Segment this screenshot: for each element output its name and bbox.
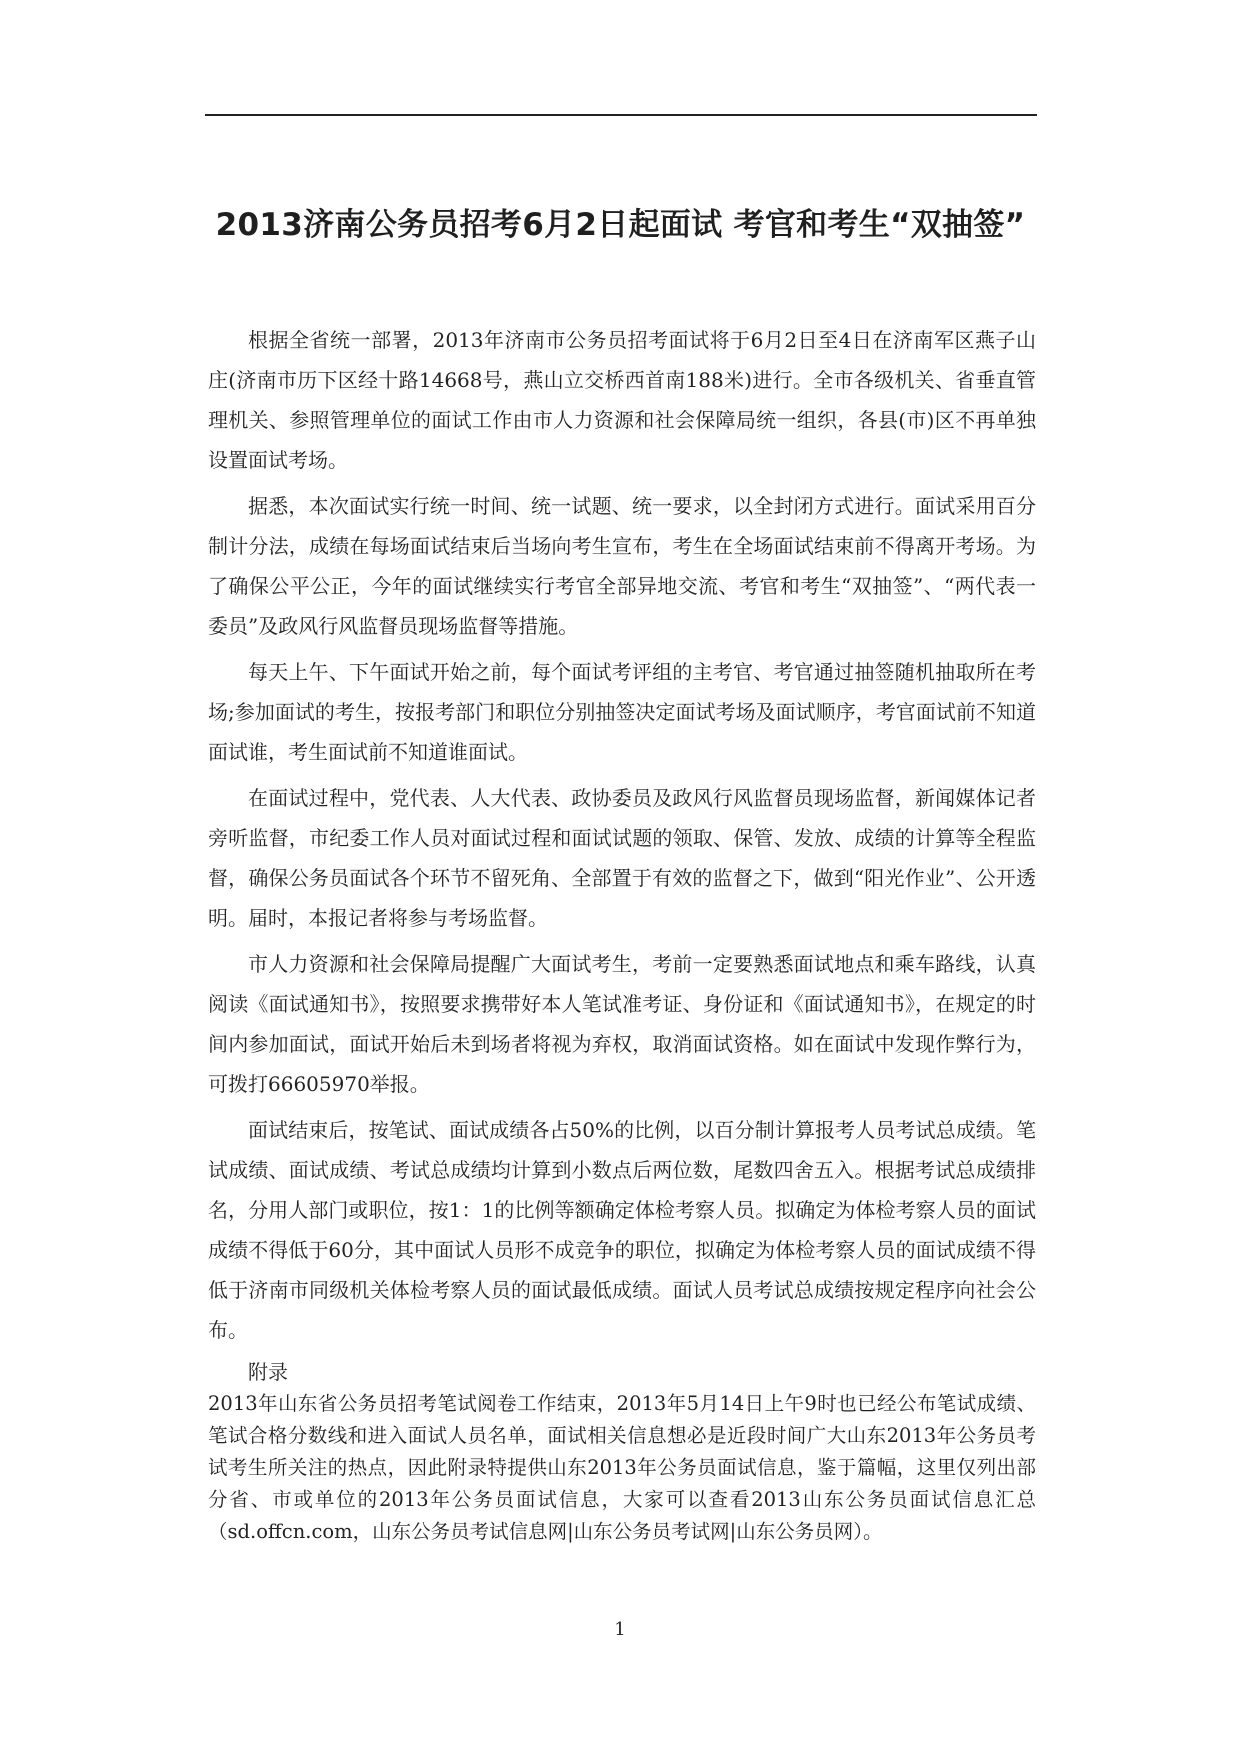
page-number: 1 xyxy=(614,1619,626,1640)
paragraph-3: 每天上午、下午面试开始之前，每个面试考评组的主考官、考官通过抽签随机抽取所在考场;参加面试的考生，按报考部门和职位分别抽签决定面试考场及面试顺序，考官面试前不知道面试谁，考生面试前不知道谁面试。 xyxy=(208,660,1036,764)
article-body xyxy=(208,320,1036,1548)
appendix-heading: 附录 xyxy=(248,1360,288,1384)
appendix-paragraph: 2013年山东省公务员招考笔试阅卷工作结束，2013年5月14日上午9时也已经公布笔试成绩、笔试合格分数线和进入面试人员名单，面试相关信息想必是近段时间广大山东2013年公务员考试考生所关注的热点，因此附录特提供山东2013年公务员面试信息，鉴于篇幅，这里仅列出部分省、市或单位的2013年公务员面试信息，大家可以查看2013山东公务员面试信息汇总（sd.offcn.com，山东公务员考试信息网|山东公务员考试网|山东公务员网）。 xyxy=(208,1392,1036,1543)
header-rule xyxy=(205,114,1037,116)
paragraph-6: 面试结束后，按笔试、面试成绩各占50%的比例，以百分制计算报考人员考试总成绩。笔试成绩、面试成绩、考试总成绩均计算到小数点后两位数，尾数四舍五入。根据考试总成绩排名，分用人部门或职位，按1：1的比例等额确定体检考察人员。拟确定为体检考察人员的面试成绩不得低于60分，其中面试人员形不成竞争的职位，拟确定为体检考察人员的面试成绩不得低于济南市同级机关体检考察人员的面试最低成绩。面试人员考试总成绩按规定程序向社会公布。 xyxy=(208,1118,1036,1342)
paragraph-2: 据悉，本次面试实行统一时间、统一试题、统一要求，以全封闭方式进行。面试采用百分制计分法，成绩在每场面试结束后当场向考生宣布，考生在全场面试结束前不得离开考场。为了确保公平公正，今年的面试继续实行考官全部异地交流、考官和考生“双抽签”、“两代表一委员”及政风行风监督员现场监督等措施。 xyxy=(208,494,1036,638)
paragraph-5: 市人力资源和社会保障局提醒广大面试考生，考前一定要熟悉面试地点和乘车路线，认真阅读《面试通知书》，按照要求携带好本人笔试准考证、身份证和《面试通知书》，在规定的时间内参加面试，面试开始后未到场者将视为弃权，取消面试资格。如在面试中发现作弊行为，可拨打66605970举报。 xyxy=(208,952,1036,1096)
paragraph-4: 在面试过程中，党代表、人大代表、政协委员及政风行风监督员现场监督，新闻媒体记者旁听监督，市纪委工作人员对面试过程和面试试题的领取、保管、发放、成绩的计算等全程监督，确保公务员面试各个环节不留死角、全部置于有效的监督之下，做到“阳光作业”、公开透明。届时，本报记者将参与考场监督。 xyxy=(208,786,1036,930)
paragraph-1: 根据全省统一部署，2013年济南市公务员招考面试将于6月2日至4日在济南军区燕子山庄(济南市历下区经十路14668号，燕山立交桥西首南188米)进行。全市各级机关、省垂直管理机关、参照管理单位的面试工作由市人力资源和社会保障局统一组织，各县(市)区不再单独设置面试考场。 xyxy=(208,328,1036,472)
article-title: 2013济南公务员招考6月2日起面试 考官和考生“双抽签” xyxy=(215,207,1026,243)
